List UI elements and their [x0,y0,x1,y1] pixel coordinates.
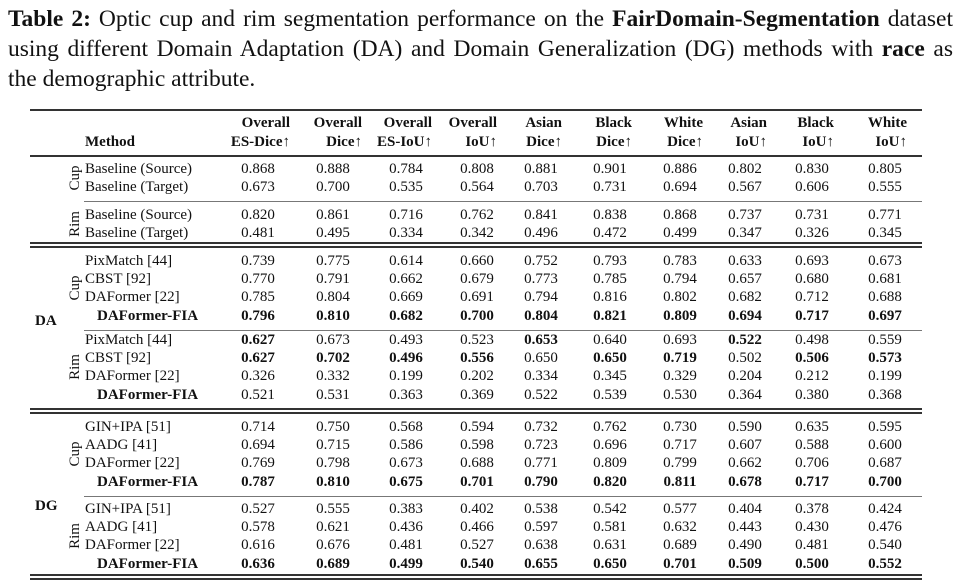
table-cell: 0.598 [460,437,494,454]
table-cell: 0.552 [868,555,902,572]
table-cell: 0.466 [460,519,494,536]
table-cell: 0.820 [241,207,275,223]
table-cell: 0.342 [460,225,494,242]
table-cell: 0.808 [460,161,494,177]
table-cell: 0.202 [460,368,494,385]
table-cell: 0.700 [460,307,494,324]
table-cell: 0.809 [593,455,627,472]
column-header: ES-Dice↑ [230,134,290,150]
group-label-dg: DG [35,498,58,514]
method-name: DAFormer [22] [85,289,180,306]
table-cell: 0.636 [241,555,275,572]
table-cell: 0.820 [593,473,627,490]
method-name: DAFormer-FIA [97,307,199,324]
table-cell: 0.369 [460,386,494,403]
table-cell: 0.556 [460,350,494,367]
table-cell: 0.502 [728,350,762,367]
table-cell: 0.332 [316,368,350,385]
table-cell: 0.737 [728,207,762,223]
table-cell: 0.678 [728,473,762,490]
table-cell: 0.204 [728,368,762,385]
table-cell: 0.472 [593,225,627,242]
table-cell: 0.673 [868,253,902,269]
table-cell: 0.762 [460,207,494,223]
table-cell: 0.770 [241,271,275,288]
table-midrule [84,201,922,202]
table-cell: 0.794 [663,271,697,288]
table-cell: 0.490 [728,537,762,554]
column-header: Overall [383,115,432,131]
method-name: PixMatch [44] [85,332,173,348]
table-cell: 0.739 [241,253,275,269]
table-cell: 0.716 [389,207,423,223]
table-rule [30,155,922,157]
table-cell: 0.791 [316,271,350,288]
column-header: Overall [448,115,497,131]
table-cell: 0.794 [524,289,558,306]
table-cell: 0.783 [663,253,697,269]
table-cell: 0.682 [728,289,762,306]
method-name: AADG [41] [85,519,158,536]
table-cell: 0.326 [241,368,275,385]
table-cell: 0.771 [868,207,902,223]
table-cell: 0.687 [868,455,902,472]
caption-text: dataset using different Domain Adaptation (DA) and Domain Generalization (DG) methods with [8,6,953,62]
table-cell: 0.694 [241,437,275,454]
table-cell: 0.436 [389,519,423,536]
table-cell: 0.662 [728,455,762,472]
table-cell: 0.383 [389,501,423,517]
method-name: Baseline (Target) [85,179,189,196]
table-cell: 0.657 [728,271,762,288]
method-name: DAFormer [22] [85,537,180,554]
method-name: DAFormer-FIA [97,386,199,403]
table-cell: 0.402 [460,501,494,517]
table-caption [8,4,953,94]
table-cell: 0.861 [316,207,350,223]
table-cell: 0.888 [316,161,350,177]
table-cell: 0.689 [316,555,350,572]
table-cell: 0.816 [593,289,627,306]
block-label-cup: Cup [67,275,83,301]
column-header: Black [797,115,834,131]
table-cell: 0.627 [241,332,275,348]
table-rule [30,578,922,580]
table-cell: 0.588 [795,437,829,454]
table-cell: 0.594 [460,419,494,435]
table-cell: 0.496 [389,350,423,367]
table-cell: 0.363 [389,386,423,403]
table-cell: 0.527 [460,537,494,554]
block-label-cup: Cup [67,165,83,191]
group-label-da: DA [35,313,57,329]
table-cell: 0.632 [663,519,697,536]
table-cell: 0.868 [663,207,697,223]
table-cell: 0.481 [241,225,275,242]
table-cell: 0.681 [868,271,902,288]
table-cell: 0.694 [663,179,697,196]
table-cell: 0.798 [316,455,350,472]
table-cell: 0.334 [524,368,558,385]
table-cell: 0.326 [795,225,829,242]
table-cell: 0.597 [524,519,558,536]
table-cell: 0.650 [524,350,558,367]
caption-dataset: FairDomain-Segmentation [612,6,880,32]
column-header: IoU↑ [465,134,497,150]
table-cell: 0.796 [241,307,275,324]
table-cell: 0.530 [663,386,697,403]
table-cell: 0.805 [868,161,902,177]
column-header: ES-IoU↑ [376,134,432,150]
table-cell: 0.673 [389,455,423,472]
table-cell: 0.691 [460,289,494,306]
table-cell: 0.476 [868,519,902,536]
column-header: Overall [313,115,362,131]
table-cell: 0.785 [241,289,275,306]
table-cell: 0.500 [795,555,829,572]
column-header: Dice↑ [667,134,703,150]
table-cell: 0.540 [868,537,902,554]
table-cell: 0.638 [524,537,558,554]
table-cell: 0.368 [868,386,902,403]
table-cell: 0.719 [663,350,697,367]
method-name: Baseline (Source) [85,161,193,177]
method-name: PixMatch [44] [85,253,173,269]
table-cell: 0.787 [241,473,275,490]
table-midrule [84,496,922,497]
table-rule [30,408,922,410]
table-cell: 0.660 [460,253,494,269]
table-cell: 0.752 [524,253,558,269]
method-name: DAFormer-FIA [97,473,199,490]
table-cell: 0.810 [316,307,350,324]
block-label-cup: Cup [67,441,83,467]
table-cell: 0.662 [389,271,423,288]
table-cell: 0.675 [389,473,423,490]
table-cell: 0.345 [868,225,902,242]
table-cell: 0.773 [524,271,558,288]
table-cell: 0.669 [389,289,423,306]
table-cell: 0.443 [728,519,762,536]
method-name: DAFormer [22] [85,368,180,385]
table-cell: 0.364 [728,386,762,403]
table-cell: 0.809 [663,307,697,324]
table-cell: 0.673 [241,179,275,196]
table-cell: 0.881 [524,161,558,177]
table-cell: 0.793 [593,253,627,269]
table-cell: 0.481 [795,537,829,554]
table-cell: 0.506 [795,350,829,367]
table-cell: 0.345 [593,368,627,385]
table-rule [30,246,922,248]
table-cell: 0.700 [868,473,902,490]
column-header: Dice↑ [526,134,562,150]
table-cell: 0.590 [728,419,762,435]
table-cell: 0.347 [728,225,762,242]
table-cell: 0.700 [316,179,350,196]
column-header: White [663,115,703,131]
table-cell: 0.555 [316,501,350,517]
table-cell: 0.498 [795,332,829,348]
table-rule [30,242,922,244]
table-cell: 0.750 [316,419,350,435]
caption-label: Table 2: [8,6,91,32]
column-header: Overall [241,115,290,131]
block-label-rim: Rim [67,354,83,381]
table-cell: 0.607 [728,437,762,454]
table-cell: 0.499 [663,225,697,242]
table-cell: 0.380 [795,386,829,403]
table-cell: 0.811 [663,473,697,490]
table-cell: 0.650 [593,350,627,367]
table-cell: 0.329 [663,368,697,385]
table-cell: 0.784 [389,161,423,177]
method-name: Baseline (Source) [85,207,193,223]
table-cell: 0.424 [868,501,902,517]
table-cell: 0.199 [868,368,902,385]
table-cell: 0.689 [663,537,697,554]
table-cell: 0.499 [389,555,423,572]
column-header: IoU↑ [802,134,834,150]
table-cell: 0.573 [868,350,902,367]
table-cell: 0.493 [389,332,423,348]
table-cell: 0.540 [460,555,494,572]
table-cell: 0.723 [524,437,558,454]
table-cell: 0.771 [524,455,558,472]
table-rule [30,109,922,111]
table-cell: 0.886 [663,161,697,177]
table-cell: 0.775 [316,253,350,269]
method-name: DAFormer [22] [85,455,180,472]
method-name: GIN+IPA [51] [85,419,171,435]
column-header: Black [595,115,632,131]
table-cell: 0.790 [524,473,558,490]
column-header: IoU↑ [735,134,767,150]
table-cell: 0.542 [593,501,627,517]
table-cell: 0.701 [663,555,697,572]
table-cell: 0.568 [389,419,423,435]
table-cell: 0.682 [389,307,423,324]
table-cell: 0.653 [524,332,558,348]
method-name: DAFormer-FIA [97,555,199,572]
table-cell: 0.732 [524,419,558,435]
block-label-rim: Rim [67,523,83,550]
table-cell: 0.680 [795,271,829,288]
table-cell: 0.199 [389,368,423,385]
table-cell: 0.731 [795,207,829,223]
table-cell: 0.523 [460,332,494,348]
table-cell: 0.810 [316,473,350,490]
table-cell: 0.701 [460,473,494,490]
table-cell: 0.821 [593,307,627,324]
column-header: Asian [525,115,562,131]
table-cell: 0.633 [728,253,762,269]
table-cell: 0.627 [241,350,275,367]
table-cell: 0.635 [795,419,829,435]
table-cell: 0.696 [593,437,627,454]
table-cell: 0.606 [795,179,829,196]
method-name: CBST [92] [85,271,151,288]
caption-text: as the demographic attribute. [8,36,953,92]
table-cell: 0.555 [868,179,902,196]
table-cell: 0.706 [795,455,829,472]
table-cell: 0.694 [728,307,762,324]
table-cell: 0.731 [593,179,627,196]
table-cell: 0.650 [593,555,627,572]
table-cell: 0.531 [316,386,350,403]
table-cell: 0.577 [663,501,697,517]
block-label-rim: Rim [67,211,83,238]
table-cell: 0.688 [460,455,494,472]
table-cell: 0.404 [728,501,762,517]
table-cell: 0.564 [460,179,494,196]
table-cell: 0.616 [241,537,275,554]
table-cell: 0.799 [663,455,697,472]
table-cell: 0.673 [316,332,350,348]
table-cell: 0.868 [241,161,275,177]
table-cell: 0.804 [316,289,350,306]
table-cell: 0.841 [524,207,558,223]
table-cell: 0.496 [524,225,558,242]
table-cell: 0.586 [389,437,423,454]
caption-attribute: race [881,36,925,62]
table-cell: 0.730 [663,419,697,435]
table-cell: 0.430 [795,519,829,536]
table-cell: 0.785 [593,271,627,288]
table-cell: 0.830 [795,161,829,177]
table-cell: 0.631 [593,537,627,554]
method-name: AADG [41] [85,437,158,454]
table-cell: 0.522 [728,332,762,348]
table-cell: 0.481 [389,537,423,554]
table-cell: 0.509 [728,555,762,572]
table-rule [30,574,922,576]
method-name: Baseline (Target) [85,225,189,242]
column-header: White [867,115,907,131]
table-cell: 0.600 [868,437,902,454]
table-cell: 0.762 [593,419,627,435]
table-cell: 0.693 [795,253,829,269]
table-cell: 0.640 [593,332,627,348]
method-name: GIN+IPA [51] [85,501,171,517]
table-cell: 0.578 [241,519,275,536]
table-cell: 0.717 [795,473,829,490]
table-cell: 0.901 [593,161,627,177]
caption-text: Optic cup and rim segmentation performance on the [90,6,613,32]
table-cell: 0.714 [241,419,275,435]
table-cell: 0.595 [868,419,902,435]
table-cell: 0.581 [593,519,627,536]
table-cell: 0.538 [524,501,558,517]
table-cell: 0.621 [316,519,350,536]
table-cell: 0.838 [593,207,627,223]
table-cell: 0.693 [663,332,697,348]
header-method: Method [85,134,135,150]
table-cell: 0.717 [663,437,697,454]
table-cell: 0.717 [795,307,829,324]
table-cell: 0.559 [868,332,902,348]
table-cell: 0.567 [728,179,762,196]
table-cell: 0.521 [241,386,275,403]
table-cell: 0.703 [524,179,558,196]
table-cell: 0.804 [524,307,558,324]
table-cell: 0.697 [868,307,902,324]
column-header: Dice↑ [596,134,632,150]
table-cell: 0.679 [460,271,494,288]
table-cell: 0.495 [316,225,350,242]
table-cell: 0.715 [316,437,350,454]
column-header: Asian [730,115,767,131]
table-cell: 0.802 [663,289,697,306]
table-cell: 0.802 [728,161,762,177]
column-header: IoU↑ [875,134,907,150]
table-cell: 0.712 [795,289,829,306]
table-cell: 0.676 [316,537,350,554]
table-cell: 0.655 [524,555,558,572]
table-cell: 0.527 [241,501,275,517]
column-header: Dice↑ [326,134,362,150]
table-cell: 0.614 [389,253,423,269]
table-rule [30,412,922,414]
table-cell: 0.535 [389,179,423,196]
table-cell: 0.212 [795,368,829,385]
table-cell: 0.522 [524,386,558,403]
table-cell: 0.378 [795,501,829,517]
table-cell: 0.539 [593,386,627,403]
table-cell: 0.769 [241,455,275,472]
table-cell: 0.688 [868,289,902,306]
table-cell: 0.702 [316,350,350,367]
table-cell: 0.334 [389,225,423,242]
method-name: CBST [92] [85,350,151,367]
